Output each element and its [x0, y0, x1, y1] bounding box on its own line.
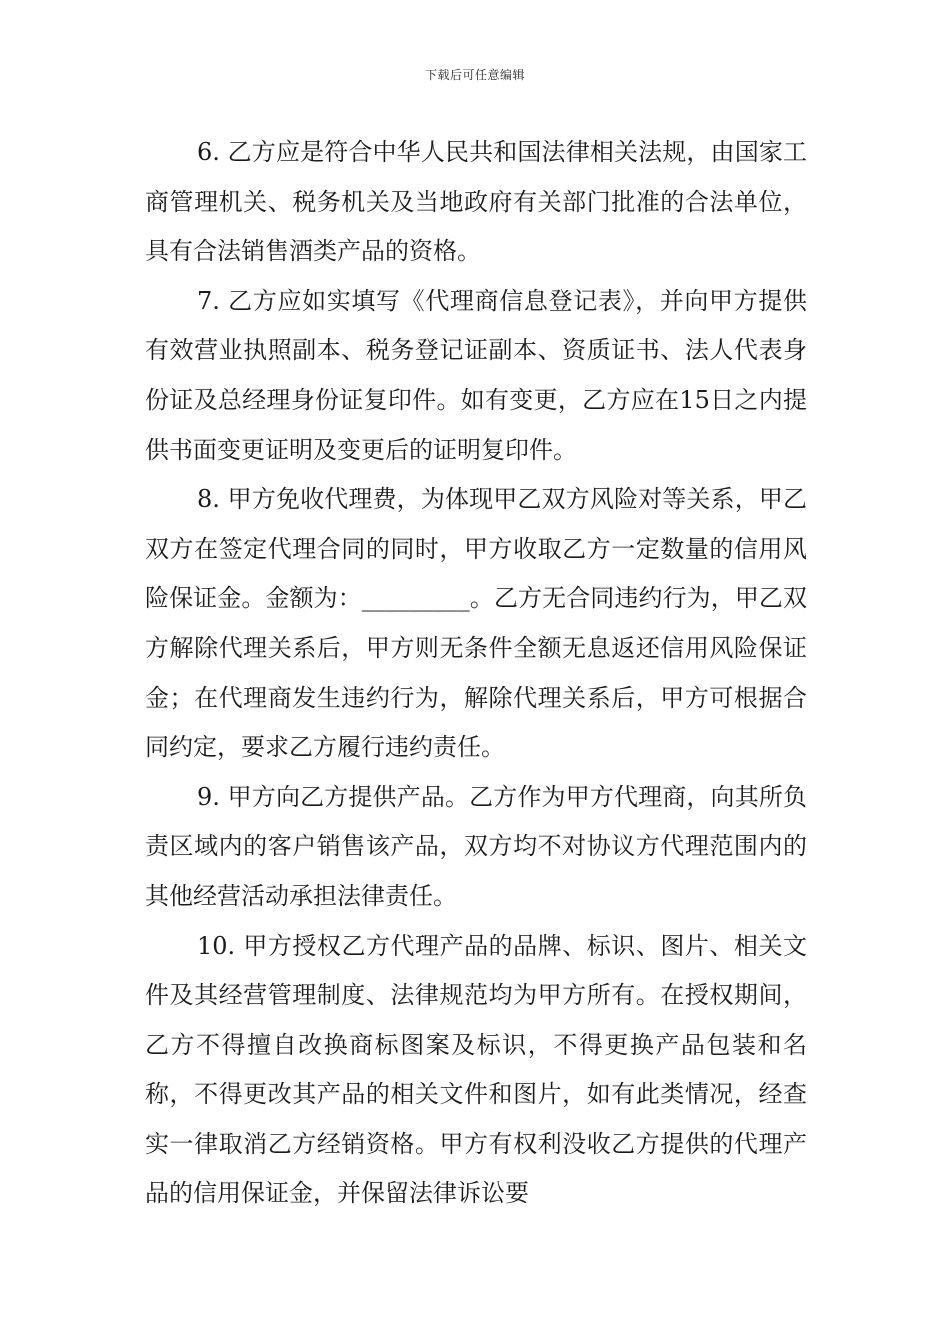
document-body — [145, 128, 807, 1219]
paragraph-8: 8. 甲方免收代理费，为体现甲乙双方风险对等关系，甲乙双方在签定代理合同的同时，甲方收取乙方一定数量的信用风险保证金。金额为：_________。乙方无合同违约行为，甲乙双方解除代理关系后，甲方则无条件全额无息返还信用风险保证金；在代理商发生违约行为，解除代理关系后，甲方可根据合同约定，要求乙方履行违约责任。 — [145, 485, 807, 762]
paragraph-7: 7. 乙方应如实填写《代理商信息登记表》，并向甲方提供有效营业执照副本、税务登记证副本、资质证书、法人代表身份证及总经理身份证复印件。如有变更，乙方应在15日之内提供书面变更证明及变更后的证明复印件。 — [145, 286, 807, 464]
paragraph-10: 10. 甲方授权乙方代理产品的品牌、标识、图片、相关文件及其经营管理制度、法律规范均为甲方所有。在授权期间，乙方不得擅自改换商标图案及标识，不得更换产品包装和名称，不得更改其产品的相关文件和图片，如有此类情况，经查实一律取消乙方经销资格。甲方有权利没收乙方提供的代理产品的信用保证金，并保留法律诉讼要 — [145, 931, 807, 1208]
paragraph-6: 6. 乙方应是符合中华人民共和国法律相关法规，由国家工商管理机关、税务机关及当地政府有关部门批准的合法单位，具有合法销售酒类产品的资格。 — [145, 138, 807, 266]
header-note: 下载后可任意编辑 — [424, 68, 525, 82]
paragraph-9: 9. 甲方向乙方提供产品。乙方作为甲方代理商，向其所负责区域内的客户销售该产品，双方均不对协议方代理范围内的其他经营活动承担法律责任。 — [145, 782, 807, 910]
